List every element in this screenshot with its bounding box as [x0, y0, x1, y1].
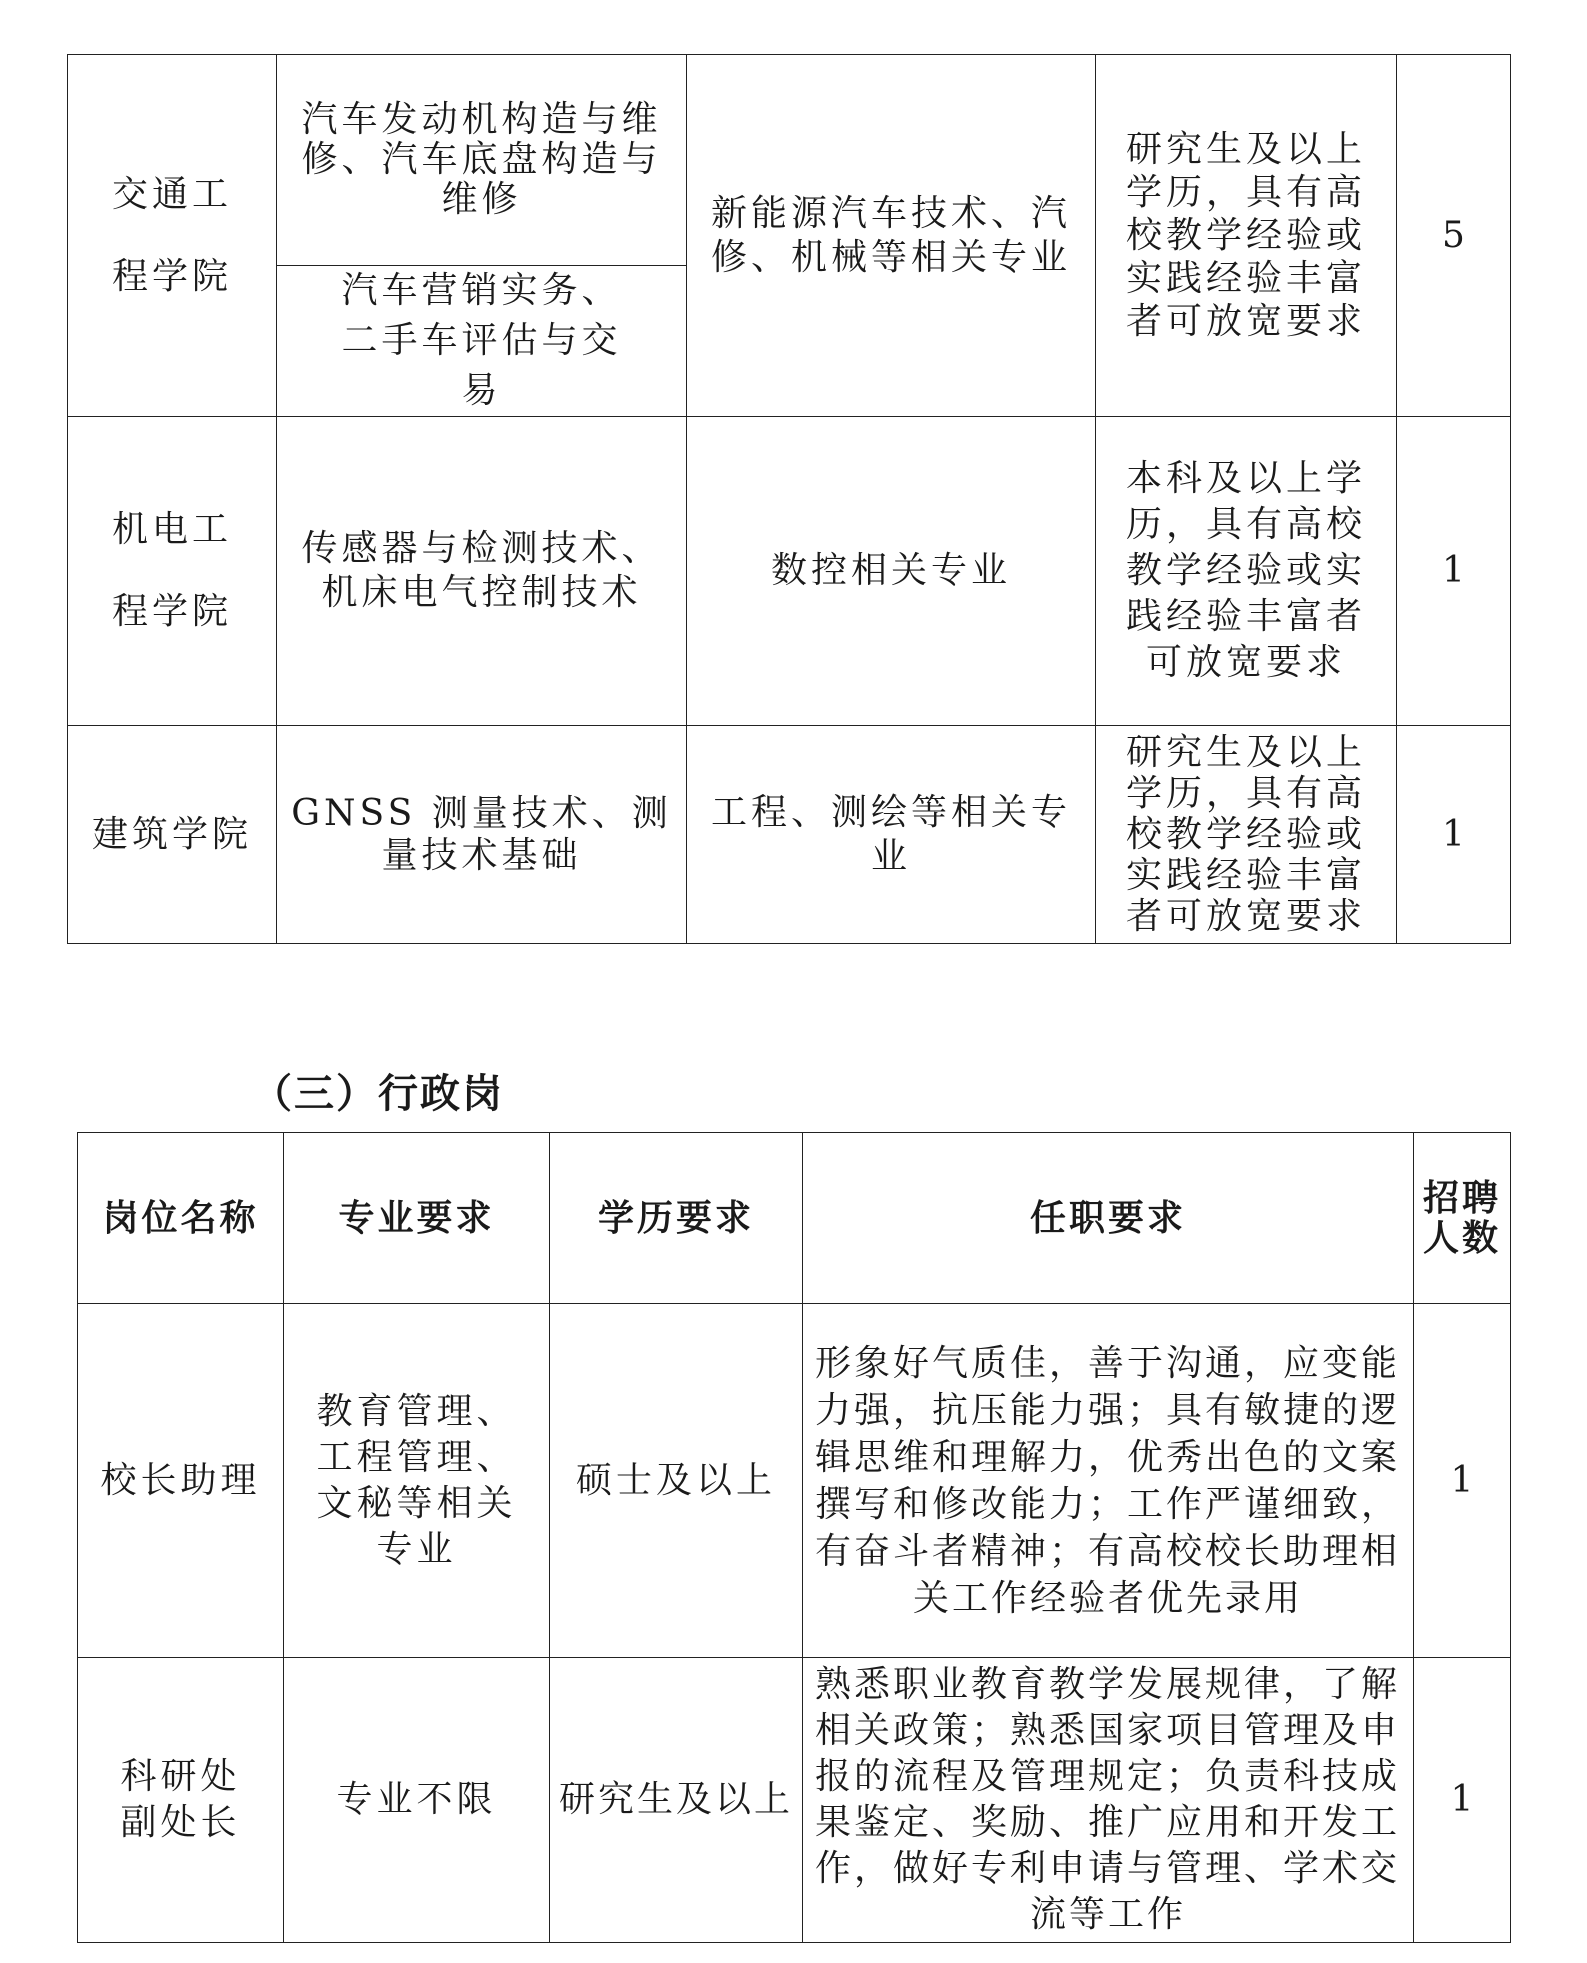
header-position: 岗位名称	[78, 1133, 284, 1304]
faculty-positions-table	[67, 54, 1511, 944]
administrative-positions-table	[77, 1132, 1511, 1943]
major-cell: 教育管理、工程管理、文秘等相关专业	[284, 1304, 550, 1658]
major-cell: 新能源汽车技术、汽修、机械等相关专业	[687, 55, 1096, 417]
education-cell: 研究生及以上学历，具有高校教学经验或实践经验丰富者可放宽要求	[1096, 726, 1397, 944]
course-cell: GNSS 测量技术、测量技术基础	[277, 726, 687, 944]
section-heading: （三）行政岗	[252, 1070, 504, 1117]
headcount-cell: 1	[1414, 1658, 1511, 1943]
header-education: 学历要求	[550, 1133, 803, 1304]
headcount-cell: 1	[1397, 417, 1511, 726]
major-cell: 数控相关专业	[687, 417, 1096, 726]
position-cell: 科研处副处长	[78, 1658, 284, 1943]
header-duties: 任职要求	[803, 1133, 1414, 1304]
education-cell: 硕士及以上	[550, 1304, 803, 1658]
course-cell: 汽车营销实务、二手车评估与交易	[277, 266, 687, 417]
college-cell: 建筑学院	[68, 726, 277, 944]
education-cell: 本科及以上学历，具有高校教学经验或实践经验丰富者可放宽要求	[1096, 417, 1397, 726]
college-cell: 交通工程学院	[68, 55, 277, 417]
major-cell: 专业不限	[284, 1658, 550, 1943]
duties-cell: 熟悉职业教育教学发展规律，了解相关政策；熟悉国家项目管理及申报的流程及管理规定；负责科技成果鉴定、奖励、推广应用和开发工作，做好专利申请与管理、学术交流等工作	[803, 1658, 1414, 1943]
education-cell: 研究生及以上	[550, 1658, 803, 1943]
course-cell: 传感器与检测技术、机床电气控制技术	[277, 417, 687, 726]
headcount-cell: 1	[1414, 1304, 1511, 1658]
major-cell: 工程、测绘等相关专业	[687, 726, 1096, 944]
table-header-row	[78, 1133, 1511, 1304]
position-cell: 校长助理	[78, 1304, 284, 1658]
course-cell: 汽车发动机构造与维修、汽车底盘构造与维修	[277, 55, 687, 266]
headcount-cell: 1	[1397, 726, 1511, 944]
table-row	[68, 417, 1511, 726]
headcount-cell: 5	[1397, 55, 1511, 417]
table-row	[68, 726, 1511, 944]
duties-cell: 形象好气质佳，善于沟通，应变能力强，抗压能力强；具有敏捷的逻辑思维和理解力，优秀出色的文案撰写和修改能力；工作严谨细致，有奋斗者精神；有高校校长助理相关工作经验者优先录用	[803, 1304, 1414, 1658]
header-major: 专业要求	[284, 1133, 550, 1304]
table-row	[78, 1658, 1511, 1943]
education-cell: 研究生及以上学历，具有高校教学经验或实践经验丰富者可放宽要求	[1096, 55, 1397, 417]
table-row	[68, 55, 1511, 266]
table-row	[78, 1304, 1511, 1658]
header-headcount: 招聘人数	[1414, 1133, 1511, 1304]
college-cell: 机电工程学院	[68, 417, 277, 726]
